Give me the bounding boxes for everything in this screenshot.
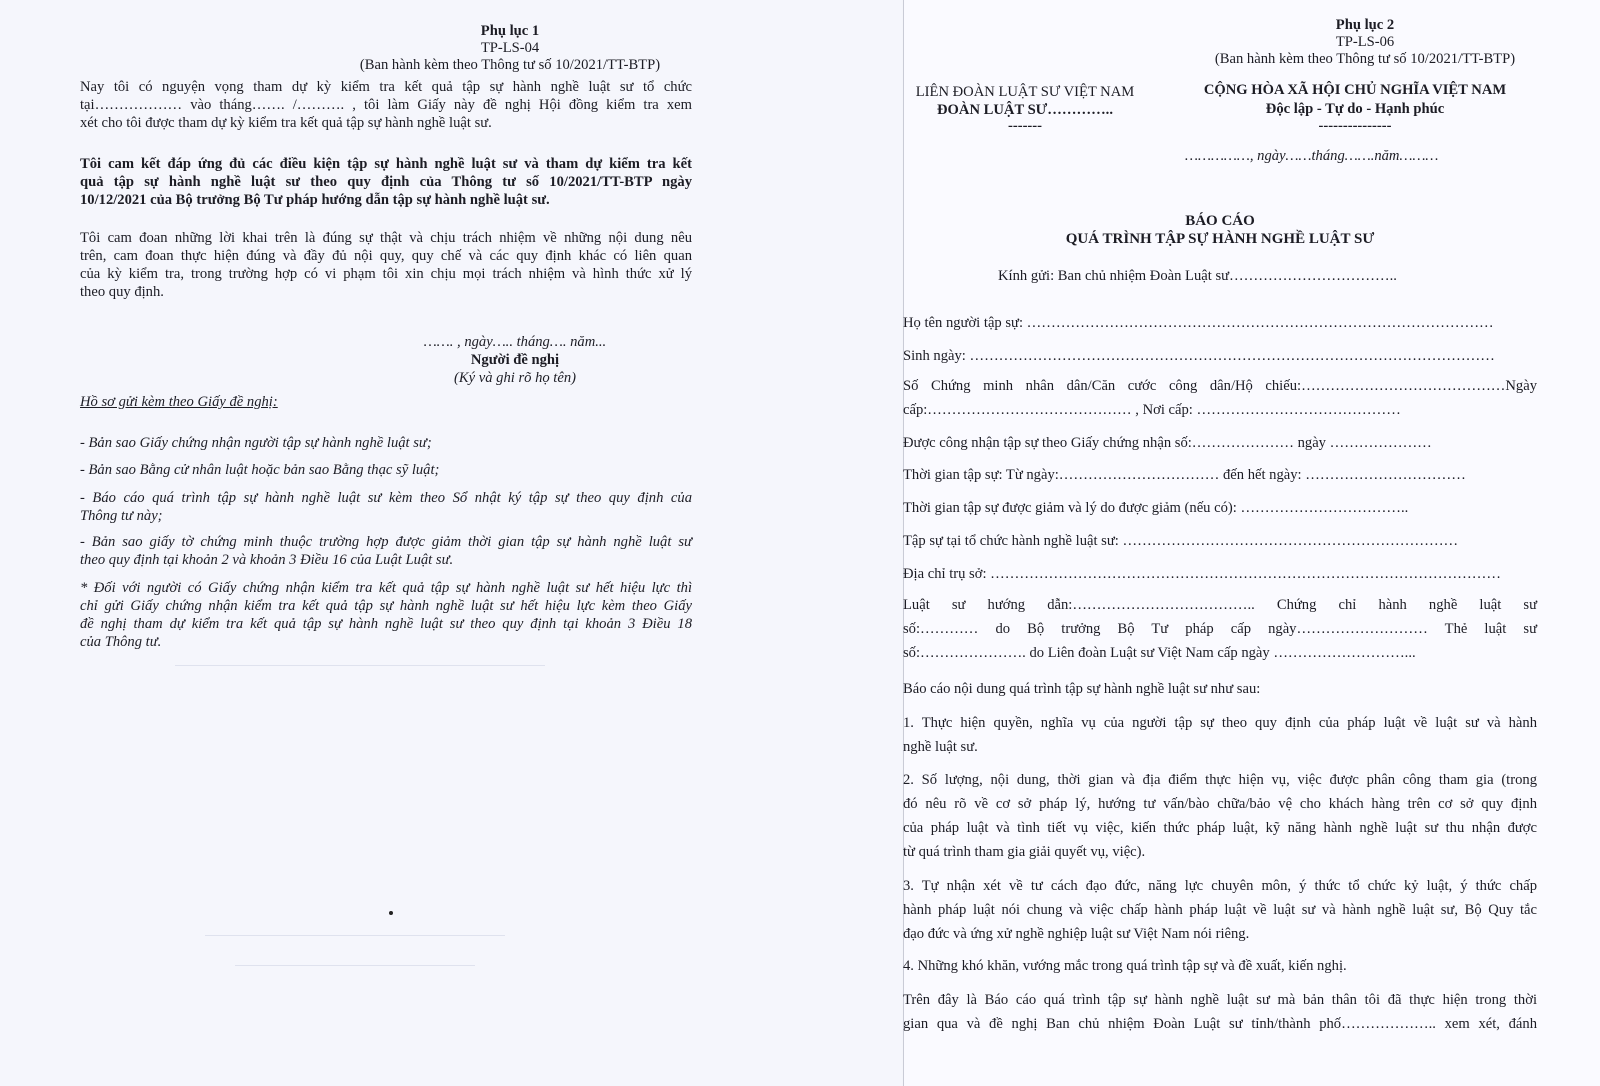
attachment-item: [80, 434, 692, 452]
text-line: cấp:…………………………………… , Nơi cấp: ……………………………………: [903, 402, 1401, 418]
text-line: Tôi cam đoan những lời khai trên là đúng sự thật và chịu trách nhiệm về những nội dung nêu: [80, 230, 692, 246]
text-line: - Bản sao giấy tờ chứng minh thuộc trường hợp được giảm thời gian tập sự hành nghề luật sư: [80, 534, 692, 550]
request-paragraph: [80, 78, 692, 132]
text-line: quả tập sự hành nghề luật sư theo quy định của Thông tư số 10/2021/TT-BTP ngày: [80, 174, 692, 190]
right-form-code: TP-LS-06: [1335, 34, 1395, 50]
right-appendix-title: Phụ lục 2: [1335, 17, 1395, 33]
field-reduced-period: Thời gian tập sự được giảm và lý do được giảm (nếu có): ……………………………..: [903, 500, 1409, 516]
left-header: [290, 23, 730, 74]
report-title-block: [1010, 212, 1430, 248]
text-line: * Đối với người có Giấy chứng nhận kiểm tra kết quả tập sự hành nghề luật sư hết hiệu lực thì: [80, 580, 692, 596]
text-line: theo quy định.: [80, 284, 164, 300]
report-item-4: 4. Những khó khăn, vướng mắc trong quá trình tập sự và đề xuất, kiến nghị.: [903, 958, 1347, 974]
signer-title: Người đề nghị: [470, 352, 560, 368]
text-line: 3. Tự nhận xét về tư cách đạo đức, năng lực chuyên môn, ý thức tổ chức kỷ luật, ý thức chấp: [903, 878, 1537, 894]
text-line: theo quy định tại khoản 2 và khoản 3 Điều 16 của Luật Luật sư.: [80, 552, 454, 568]
text-line: của Thông tư.: [80, 634, 162, 650]
show-through-line: [205, 935, 505, 936]
org-line-2: ĐOÀN LUẬT SƯ…………..: [937, 102, 1113, 118]
text-line: Tôi cam kết đáp ứng đủ các điều kiện tập sự hành nghề luật sư và tham dự kiểm tra kết: [80, 156, 692, 172]
text-line: - Báo cáo quá trình tập sự hành nghề luật sư kèm theo Sổ nhật ký tập sự theo quy định của: [80, 490, 692, 506]
nation-line-1: CỘNG HÒA XÃ HỘI CHỦ NGHĨA VIỆT NAM: [1203, 82, 1507, 98]
text-line: - Bản sao Giấy chứng nhận người tập sự hành nghề luật sư;: [80, 435, 432, 451]
left-signature-block: [380, 333, 650, 387]
field-period: Thời gian tập sự: Từ ngày:…………………………… đến hết ngày: ……………………………: [903, 467, 1466, 483]
date-line: ……. , ngày….. tháng…. năm...: [423, 334, 607, 350]
addressee-line: Kính gửi: Ban chủ nhiệm Đoàn Luật sư……………………………..: [998, 268, 1397, 284]
report-item-3: [903, 874, 1537, 946]
right-date-line: ……………, ngày……tháng…….năm………: [1185, 148, 1439, 164]
text-line: gian qua và đề nghị Ban chủ nhiệm Đoàn Luật sư tỉnh/thành phố……………….. xem xét, đánh: [903, 1016, 1537, 1032]
right-issued-note: (Ban hành kèm theo Thông tư số 10/2021/TT-BTP): [1214, 51, 1516, 67]
right-header: [1195, 17, 1535, 68]
text-line: trên, cam đoan thực hiện đúng và đầy đủ nội quy, quy chế và các quy định khác có liên quan: [80, 248, 692, 264]
show-through-line: [175, 665, 545, 666]
closing-paragraph: [903, 988, 1537, 1036]
attachment-item: [80, 461, 692, 479]
field-mentor: [903, 593, 1537, 665]
nation-block: [1160, 81, 1550, 133]
text-line: nghề luật sư.: [903, 739, 978, 755]
text-line: Số Chứng minh nhân dân/Căn cước công dân/Hộ chiếu:……………………………………Ngày: [903, 378, 1537, 394]
content-intro: Báo cáo nội dung quá trình tập sự hành nghề luật sư như sau:: [903, 681, 1261, 697]
left-form-code: TP-LS-04: [480, 40, 540, 56]
text-line: số:…………………. do Liên đoàn Luật sư Việt Nam cấp ngày ………………………...: [903, 645, 1416, 661]
text-line: số:………… do Bộ trưởng Bộ Tư pháp cấp ngày……………………… Thẻ luật sư: [903, 621, 1537, 637]
text-line: 1. Thực hiện quyền, nghĩa vụ của người tập sự theo quy định của pháp luật về luật sư và hành: [903, 715, 1537, 731]
attachment-item: [80, 533, 692, 569]
nation-line-2: Độc lập - Tự do - Hạnh phúc: [1265, 101, 1445, 117]
field-practice-organization: Tập sự tại tổ chức hành nghề luật sư: ……………………………………………………………: [903, 533, 1459, 549]
text-line: chỉ gửi Giấy chứng nhận kiểm tra kết quả tập sự hành nghề luật sư hết hiệu lực kèm theo Giấy: [80, 598, 692, 614]
text-line: - Bản sao Bằng cử nhân luật hoặc bản sao Bằng thạc sỹ luật;: [80, 462, 440, 478]
text-line: đó nêu rõ về cơ sở pháp lý, hướng tư vấn/bào chữa/bảo vệ cho khách hàng trên cơ sở quy định: [903, 796, 1537, 812]
org-dash: -------: [1007, 118, 1043, 134]
report-item-1: [903, 711, 1537, 759]
report-item-2: [903, 768, 1537, 864]
left-issued-note: (Ban hành kèm theo Thông tư số 10/2021/TT-BTP): [359, 57, 661, 73]
field-trainee-name: Họ tên người tập sự: ……………………………………………………………………………………: [903, 315, 1494, 331]
signer-note: (Ký và ghi rõ họ tên): [454, 370, 576, 386]
text-line: xét cho tôi được tham dự kỳ kiểm tra kết quả tập sự hành nghề luật sư.: [80, 115, 492, 131]
text-line: 2. Số lượng, nội dung, thời gian và địa điểm thực hiện vụ, việc được phân công tham gia (trong: [903, 772, 1537, 788]
text-line: của pháp luật và tình tiết vụ việc, kiến thức pháp luật, kỹ năng hành nghề luật sư thu nhận được: [903, 820, 1537, 836]
report-title: BÁO CÁO: [1185, 213, 1255, 229]
attachments-heading: Hồ sơ gửi kèm theo Giấy đề nghị:: [80, 394, 278, 410]
attachment-note: [80, 579, 692, 651]
nation-dash: ---------------: [1318, 118, 1392, 134]
commitment-paragraph: [80, 155, 692, 209]
text-line: hành pháp luật nói chung và việc chấp hành pháp luật về luật sư và hành nghề luật sư, Bộ Quy tắc: [903, 902, 1537, 918]
pledge-paragraph: [80, 229, 692, 301]
report-subtitle: QUÁ TRÌNH TẬP SỰ HÀNH NGHỀ LUẬT SƯ: [1065, 231, 1375, 247]
field-certificate: Được công nhận tập sự theo Giấy chứng nhận số:………………… ngày …………………: [903, 435, 1432, 451]
text-line: của kỳ kiểm tra, trong trường hợp có vi phạm tôi xin chịu mọi trách nhiệm và hình thức xử lý: [80, 266, 692, 282]
text-line: đề nghị tham dự kiểm tra kết quả tập sự hành nghề luật sư theo quy định tại khoản 3 Điều 18: [80, 616, 692, 632]
organization-block: [903, 83, 1147, 133]
field-date-of-birth: Sinh ngày: ………………………………………………………………………………………………: [903, 348, 1495, 364]
text-line: Trên đây là Báo cáo quá trình tập sự hành nghề luật sư mà bản thân tôi đã thực hiện trong thời: [903, 992, 1537, 1008]
attachment-item: [80, 489, 692, 525]
text-line: tại……………… vào tháng……. /………. , tôi làm Giấy này đề nghị Hội đồng kiểm tra xem: [80, 97, 692, 113]
text-line: Thông tư này;: [80, 508, 163, 524]
field-office-address: Địa chỉ trụ sở: ……………………………………………………………………………………………: [903, 566, 1501, 582]
show-through-line: [235, 965, 475, 966]
field-id-number: [903, 374, 1537, 422]
text-line: 10/12/2021 của Bộ trưởng Bộ Tư pháp hướng dẫn tập sự hành nghề luật sư.: [80, 192, 550, 208]
left-appendix-title: Phụ lục 1: [480, 23, 540, 39]
text-line: đạo đức và ứng xử nghề nghiệp luật sư Việt Nam nói riêng.: [903, 926, 1250, 942]
org-line-1: LIÊN ĐOÀN LUẬT SƯ VIỆT NAM: [915, 84, 1135, 100]
text-line: Luật sư hướng dẫn:……………………………….. Chứng chỉ hành nghề luật sư: [903, 597, 1537, 613]
scan-speck: [389, 911, 393, 915]
text-line: Nay tôi có nguyện vọng tham dự kỳ kiểm tra kết quả tập sự hành nghề luật sư tổ chức: [80, 79, 692, 95]
text-line: từ quá trình tham gia giải quyết vụ, việc).: [903, 844, 1146, 860]
